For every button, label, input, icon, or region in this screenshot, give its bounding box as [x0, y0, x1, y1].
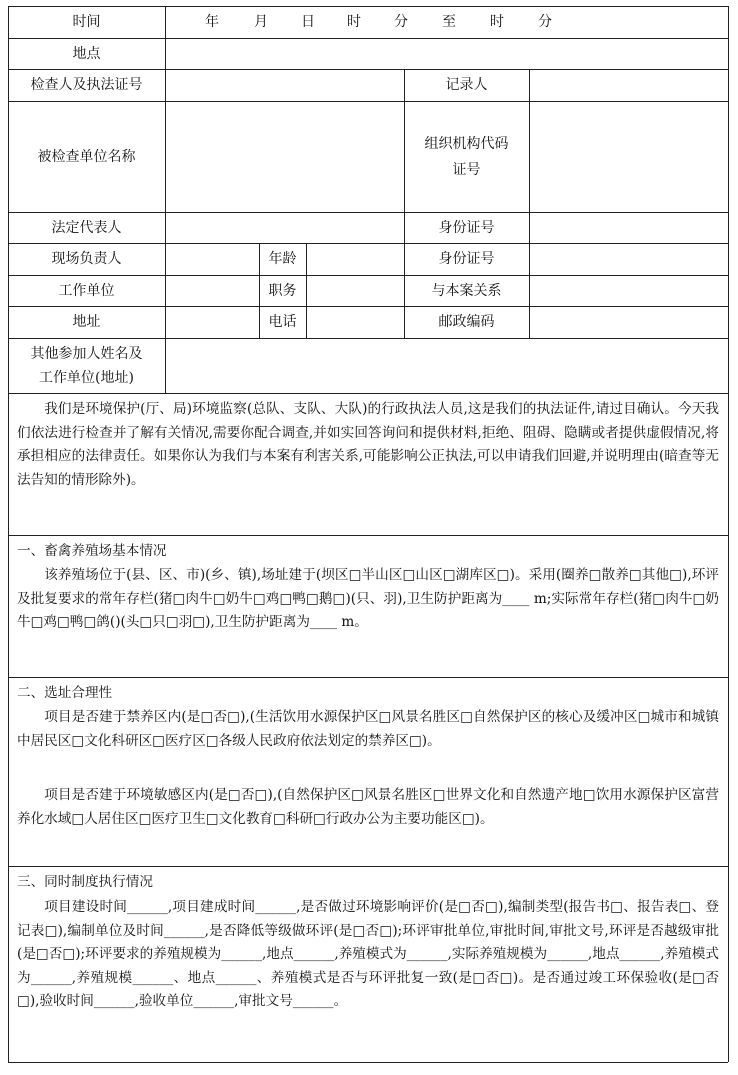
- age-label: 年龄: [268, 251, 297, 267]
- id-number-label-2: 身份证号: [438, 251, 495, 267]
- time-unit-minute: 分: [394, 14, 408, 30]
- section2-title: 二、选址合理性: [17, 685, 113, 701]
- time-unit-hour-2: 时: [490, 14, 504, 30]
- work-unit-label: 工作单位: [58, 282, 115, 299]
- col-line: [529, 69, 530, 338]
- relation-label: 与本案关系: [431, 282, 502, 299]
- col-line: [306, 243, 307, 338]
- section-line: [8, 535, 728, 536]
- others-label: 其他参加人姓名及 工作单位(地址): [30, 345, 143, 386]
- inspector-label: 检查人及执法证号: [30, 77, 143, 93]
- location-label: 地点: [72, 45, 101, 62]
- legal-rep-label: 法定代表人: [51, 219, 122, 236]
- time-unit-year: 年: [205, 14, 219, 30]
- section2-body-1: 项目是否建于禁养区内(是□否□),(生活饮用水源保护区□风景名胜区□自然保护区的核心及缓冲区□城市和城镇中居民区□文化科研区□医疗区□各级人民政府依法划定的禁养区□)。: [17, 709, 719, 749]
- section3-body: 项目建设时间______,项目建成时间______,是否做过环境影响评价(是□否□),编制类型(报告书□、报告表□、登记表□),编制单位及时间______,是否降低等级做环评(是□否□);环评审批单位,审批时间,审批文号,环评是否越级审批(是□否□);环评要求的养殖规模为______,地点______,养殖模式为______,实际养殖规模为______,地点______,养殖模式为______,养殖规模______、地点______、养殖模式是否与环评批复一致(是□否□)。是否通过竣工环保验收(是□否□),验收时间______,验收单位______,审批文号______。: [17, 899, 719, 1009]
- col-line: [165, 6, 166, 393]
- postcode-label: 邮政编码: [438, 314, 495, 330]
- time-unit-to: 至: [442, 14, 456, 30]
- time-units: [205, 11, 558, 33]
- time-unit-minute-2: 分: [538, 14, 552, 30]
- table-border-bottom: [8, 1062, 728, 1063]
- id-number-label: 身份证号: [438, 219, 495, 236]
- address-label: 地址: [72, 314, 101, 330]
- section1-body: 该养殖场位于(县、区、市)(乡、镇),场址建于(坝区□半山区□山区□湖库区□)。采用(圈养□散养□其他□),环评及批复要求的常年存栏(猪□肉牛□奶牛□鸡□鸭□鹅□)(只、羽),卫生防护距离为____ m;实际常年存栏(猪□肉牛□奶牛□鸡□鸭□鸽()(头□只□羽□),卫生防护距离为____ m。: [17, 567, 719, 630]
- section1-title: 一、畜禽养殖场基本情况: [17, 543, 167, 559]
- position-label: 职务: [268, 282, 297, 299]
- section-line: [8, 866, 728, 867]
- time-unit-hour: 时: [347, 14, 361, 30]
- phone-label: 电话: [268, 314, 297, 330]
- section2-body-2: 项目是否建于环境敏感区内(是□否□),(自然保护区□风景名胜区□世界文化和自然遗产地□饮用水源保护区富营养化水域□人居住区□医疗卫生□文化教育□科研□行政办公为主要功能区□)。: [17, 787, 719, 827]
- section-line: [8, 677, 728, 678]
- site-manager-label: 现场负责人: [51, 251, 122, 267]
- table-border-right: [728, 6, 729, 1062]
- time-label: 时间: [72, 14, 101, 30]
- recorder-label: 记录人: [445, 77, 488, 93]
- notice-text: 我们是环境保护(厅、局)环境监察(总队、支队、大队)的行政执法人员,这是我们的执法证件,请过目确认。今天我们依法进行检查并了解有关情况,需要你配合调查,并如实回答询问和提供材料,拒绝、阻碍、隐瞒或者提供虚假情况,将承担相应的法律责任。如果你认为我们与本案有利害关系,可能影响公正执法,可以申请我们回避,并说明理由(暗查等无法告知的情形除外)。: [17, 401, 719, 488]
- unit-name-label: 被检查单位名称: [37, 148, 136, 165]
- org-code-label: 组织机构代码 证号: [424, 135, 509, 178]
- time-unit-month: 月: [254, 14, 268, 30]
- section3-title: 三、同时制度执行情况: [17, 874, 153, 890]
- row-line: [8, 393, 728, 394]
- time-unit-day: 日: [301, 14, 315, 30]
